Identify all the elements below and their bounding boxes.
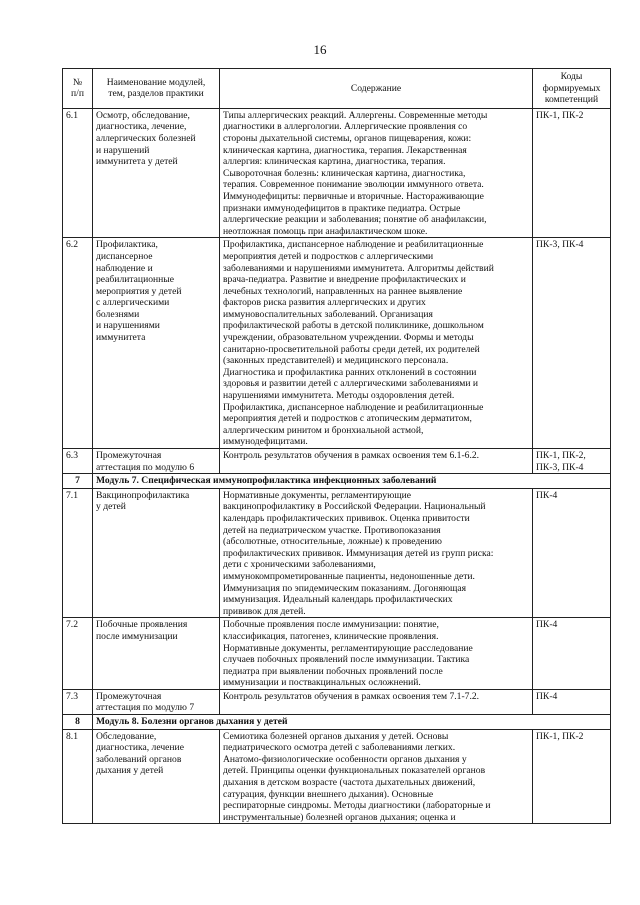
row-num: 8.1 — [63, 729, 93, 824]
row-codes: ПК-4 — [533, 618, 611, 690]
row-name: Побочные проявления после иммунизации — [93, 618, 220, 690]
row-name: Промежуточная аттестация по модулю 6 — [93, 449, 220, 474]
row-num: 6.1 — [63, 108, 93, 238]
module-num: 8 — [63, 715, 93, 730]
header-name: Наименование модулей, тем, разделов практики — [93, 69, 220, 109]
module-title: Модуль 7. Специфическая иммунопрофилактика инфекционных заболеваний — [93, 474, 611, 489]
header-content: Содержание — [220, 69, 533, 109]
row-codes: ПК-1, ПК-2 — [533, 729, 611, 824]
row-name: Промежуточная аттестация по модулю 7 — [93, 689, 220, 714]
row-name: Обследование, диагностика, лечение заболеваний органов дыхания у детей — [93, 729, 220, 824]
row-codes: ПК-4 — [533, 488, 611, 618]
curriculum-table — [62, 68, 611, 824]
row-num: 6.2 — [63, 238, 93, 449]
row-content: Контроль результатов обучения в рамках освоения тем 6.1-6.2. — [220, 449, 533, 474]
row-content: Нормативные документы, регламентирующие вакцинопрофилактику в Российской Федерации. Национальный календарь профилактических прививок. Оценка привитости детей на педиатрическом участке. Противопоказания (абсолютные, относительные, ложные) к проведению профилактических прививок. Иммунизация детей из групп риска: дети с хроническими заболеваниями, иммунокомпрометированные пациенты, недоношенные дети. Иммунизация по эпидемическим показаниям. Догоняющая иммунизация. Идеальный календарь профилактических прививок для детей. — [220, 488, 533, 618]
table-row — [63, 488, 611, 618]
row-content: Побочные проявления после иммунизации: понятие, классификация, патогенез, клинические проявления. Нормативные документы, регламентирующие расследование случаев побочных проявлений после иммунизации. Тактика педиатра при выявлении побочных проявлений после иммунизации и поствакцинальных осложнений. — [220, 618, 533, 690]
table-row — [63, 729, 611, 824]
row-num: 6.3 — [63, 449, 93, 474]
header-codes: Коды формируемых компетенций — [533, 69, 611, 109]
row-name: Профилактика, диспансерное наблюдение и реабилитационные мероприятия у детей с аллергическими болезнями и нарушениями иммунитета — [93, 238, 220, 449]
row-content: Контроль результатов обучения в рамках освоения тем 7.1-7.2. — [220, 689, 533, 714]
row-content: Семиотика болезней органов дыхания у детей. Основы педиатрического осмотра детей с заболеваниями легких. Анатомо-физиологические особенности органов дыхания у детей. Принципы оценки функциональных показателей органов дыхания в детском возрасте (частота дыхательных движений, сатурация, функции внешнего дыхания). Основные респираторные синдромы. Методы диагностики (лабораторные и инструментальные) болезней органов дыхания; оценка и — [220, 729, 533, 824]
module-num: 7 — [63, 474, 93, 489]
row-name: Вакцинопрофилактика у детей — [93, 488, 220, 618]
row-codes: ПК-1, ПК-2 — [533, 108, 611, 238]
table-header-row — [63, 69, 611, 109]
page-number: 16 — [313, 42, 327, 57]
row-num: 7.3 — [63, 689, 93, 714]
row-num: 7.2 — [63, 618, 93, 690]
module-row — [63, 474, 611, 489]
row-codes: ПК-1, ПК-2, ПК-3, ПК-4 — [533, 449, 611, 474]
row-codes: ПК-3, ПК-4 — [533, 238, 611, 449]
table-row — [63, 449, 611, 474]
row-content: Профилактика, диспансерное наблюдение и реабилитационные мероприятия детей и подростков с аллергическими заболеваниями и нарушениями иммунитета. Алгоритмы действий врача-педиатра. Развитие и внедрение профилактических и лечебных технологий, направленных на раннее выявление факторов риска развития аллергических и других иммуновоспалительных заболеваний. Организация профилактической работы в детской поликлинике, дошкольном учреждении, образовательном учреждении. Формы и методы санитарно-просветительной работы среди детей, их родителей (законных представителей) и медицинского персонала. Диагностика и профилактика ранних отклонений в состоянии здоровья и развитии детей с аллергическими заболеваниями и нарушениями иммунитета. Методы оздоровления детей. Профилактика, диспансерное наблюдение и реабилитационные мероприятия детей и подростков с атопическим дерматитом, аллергическим ринитом и бронхиальной астмой, иммунодефицитами. — [220, 238, 533, 449]
row-name: Осмотр, обследование, диагностика, лечение, аллергических болезней и нарушений иммунитета у детей — [93, 108, 220, 238]
row-num: 7.1 — [63, 488, 93, 618]
table-row — [63, 689, 611, 714]
row-codes: ПК-4 — [533, 689, 611, 714]
row-content: Типы аллергических реакций. Аллергены. Современные методы диагностики в аллергологии. Аллергические проявления со стороны дыхательной системы, органов пищеварения, кожи: клиническая картина, диагностика, терапия. Лекарственная аллергия: клиническая картина, диагностика, терапия. Сывороточная болезнь: клиническая картина, диагностика, терапия. Современное понимание эволюции иммунного ответа. Иммунодефициты: первичные и вторичные. Настораживающие признаки иммунодефицитов в практике педиатра. Острые аллергические реакции и заболевания; понятие об анафилаксии, неотложная помощь при анафилактическом шоке. — [220, 108, 533, 238]
module-row — [63, 715, 611, 730]
module-title: Модуль 8. Болезни органов дыхания у детей — [93, 715, 611, 730]
table-row — [63, 108, 611, 238]
header-num: № п/п — [63, 69, 93, 109]
table-row — [63, 618, 611, 690]
table-row — [63, 238, 611, 449]
